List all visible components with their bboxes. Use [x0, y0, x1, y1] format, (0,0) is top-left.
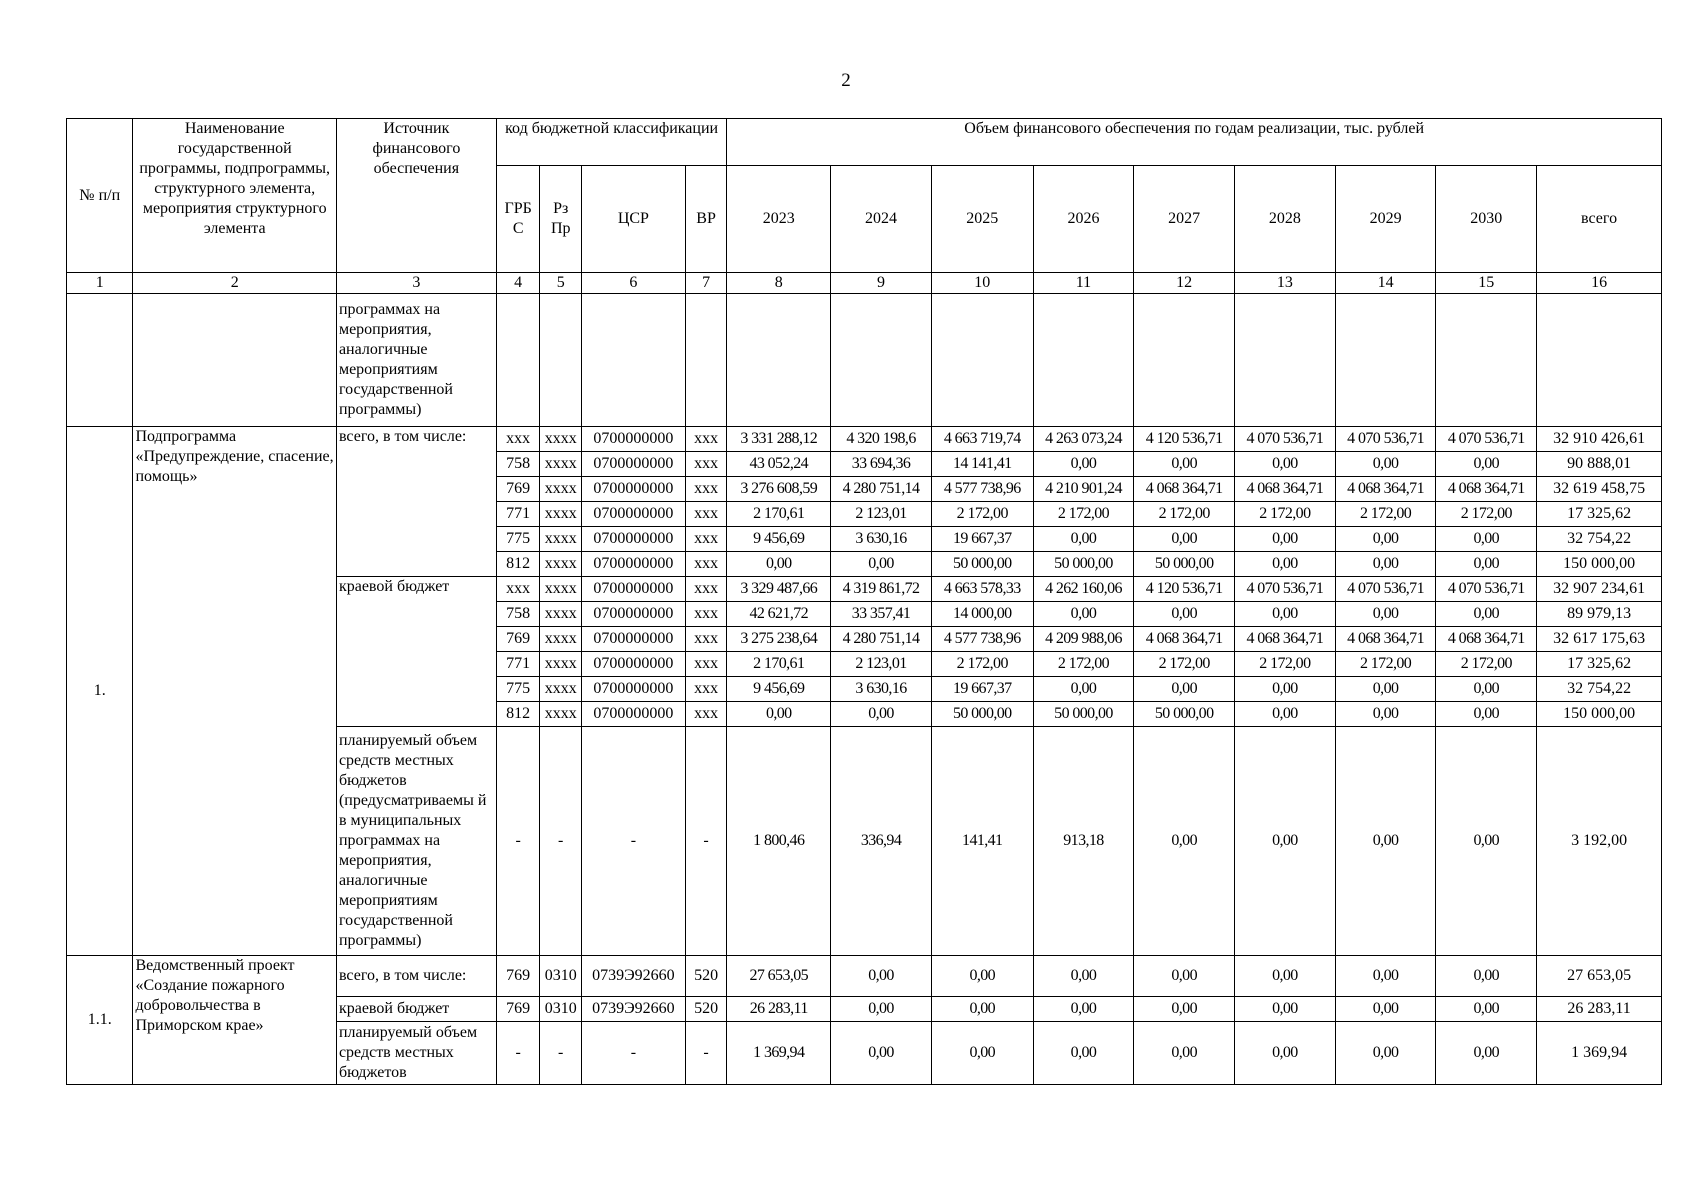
value-2023: 3 275 238,64 [727, 627, 831, 652]
header-year: 2030 [1436, 166, 1537, 273]
table-row [67, 427, 1662, 452]
value-total: 150 000,00 [1537, 552, 1662, 577]
value-2027: 2 172,00 [1134, 502, 1235, 527]
value-2026: 0,00 [1033, 452, 1134, 477]
value-2024: 4 319 861,72 [831, 577, 932, 602]
column-number: 7 [685, 273, 727, 294]
value-2028: 0,00 [1235, 452, 1336, 477]
csr-cell: - [581, 727, 685, 956]
value-2028: 0,00 [1235, 1022, 1336, 1085]
value-2024: 33 357,41 [831, 602, 932, 627]
value-2029: 0,00 [1335, 956, 1436, 997]
project-block [67, 956, 1662, 1085]
value-2027: 0,00 [1134, 677, 1235, 702]
value-total: 27 653,05 [1537, 956, 1662, 997]
budget-table [66, 118, 1662, 1085]
vr-cell: xxx [685, 602, 727, 627]
header-vr: ВР [685, 166, 727, 273]
value-2030: 0,00 [1436, 552, 1537, 577]
header-year: 2027 [1134, 166, 1235, 273]
value-2025: 19 667,37 [931, 527, 1033, 552]
column-number: 9 [831, 273, 932, 294]
value-2024: 3 630,16 [831, 677, 932, 702]
value-total: 3 192,00 [1537, 727, 1662, 956]
table-header [67, 119, 1662, 294]
value-2023: 2 170,61 [727, 652, 831, 677]
source-cell: краевой бюджет [336, 577, 496, 727]
value-2027: 0,00 [1134, 527, 1235, 552]
value-2025: 4 577 738,96 [931, 477, 1033, 502]
grbs-cell: xxx [496, 427, 540, 452]
value-2026: 50 000,00 [1033, 702, 1134, 727]
value-2027: 4 068 364,71 [1134, 477, 1235, 502]
column-number: 1 [67, 273, 133, 294]
source-cell: планируемый объем средств местных бюджетов (предусматриваемы й в муниципальных программах на мероприятия, аналогичные мероприятиям государственной программы) [336, 727, 496, 956]
column-number: 11 [1033, 273, 1134, 294]
cell [1537, 294, 1662, 427]
cell [831, 294, 932, 427]
rzpr-cell: xxxx [540, 552, 582, 577]
value-2026: 4 263 073,24 [1033, 427, 1134, 452]
source-cell: всего, в том числе: [336, 956, 496, 997]
csr-cell: 0739Э92660 [581, 956, 685, 997]
cell [540, 294, 582, 427]
value-2026: 2 172,00 [1033, 502, 1134, 527]
value-2026: 2 172,00 [1033, 652, 1134, 677]
value-2027: 4 068 364,71 [1134, 627, 1235, 652]
value-2028: 0,00 [1235, 677, 1336, 702]
rzpr-cell: xxxx [540, 627, 582, 652]
cell [1033, 294, 1134, 427]
value-2027: 0,00 [1134, 602, 1235, 627]
value-2029: 0,00 [1335, 1022, 1436, 1085]
cell [1235, 294, 1336, 427]
value-2024: 0,00 [831, 1022, 932, 1085]
value-2027: 0,00 [1134, 1022, 1235, 1085]
value-2028: 2 172,00 [1235, 502, 1336, 527]
rzpr-cell: xxxx [540, 577, 582, 602]
rzpr-cell: xxxx [540, 452, 582, 477]
value-total: 89 979,13 [1537, 602, 1662, 627]
value-2029: 0,00 [1335, 997, 1436, 1022]
value-2026: 4 210 901,24 [1033, 477, 1134, 502]
value-2026: 0,00 [1033, 677, 1134, 702]
csr-cell: - [581, 1022, 685, 1085]
value-2025: 14 000,00 [931, 602, 1033, 627]
value-2024: 0,00 [831, 997, 932, 1022]
value-2026: 4 262 160,06 [1033, 577, 1134, 602]
csr-cell: 0700000000 [581, 577, 685, 602]
value-total: 90 888,01 [1537, 452, 1662, 477]
value-total: 32 754,22 [1537, 527, 1662, 552]
value-total: 150 000,00 [1537, 702, 1662, 727]
rzpr-cell: xxxx [540, 477, 582, 502]
rzpr-cell: xxxx [540, 502, 582, 527]
value-2024: 4 280 751,14 [831, 477, 932, 502]
column-number: 14 [1335, 273, 1436, 294]
grbs-cell: 758 [496, 602, 540, 627]
value-2029: 0,00 [1335, 602, 1436, 627]
vr-cell: 520 [685, 997, 727, 1022]
grbs-cell: 775 [496, 677, 540, 702]
value-2023: 27 653,05 [727, 956, 831, 997]
header-volume: Объем финансового обеспечения по годам реализации, тыс. рублей [727, 119, 1662, 166]
value-2026: 0,00 [1033, 956, 1134, 997]
value-2026: 0,00 [1033, 1022, 1134, 1085]
cell [67, 294, 133, 427]
value-2030: 0,00 [1436, 956, 1537, 997]
value-2025: 2 172,00 [931, 652, 1033, 677]
value-2024: 4 320 198,6 [831, 427, 932, 452]
value-2024: 0,00 [831, 956, 932, 997]
value-2026: 913,18 [1033, 727, 1134, 956]
header-total: всего [1537, 166, 1662, 273]
column-number: 4 [496, 273, 540, 294]
csr-cell: 0700000000 [581, 677, 685, 702]
column-number: 2 [133, 273, 337, 294]
header-no: № п/п [67, 119, 133, 273]
header-year: 2028 [1235, 166, 1336, 273]
value-2024: 0,00 [831, 702, 932, 727]
value-2027: 50 000,00 [1134, 552, 1235, 577]
value-2029: 0,00 [1335, 702, 1436, 727]
grbs-cell: 771 [496, 502, 540, 527]
csr-cell: 0700000000 [581, 527, 685, 552]
cell [581, 294, 685, 427]
value-2023: 0,00 [727, 702, 831, 727]
value-2026: 4 209 988,06 [1033, 627, 1134, 652]
value-2024: 0,00 [831, 552, 932, 577]
value-2030: 0,00 [1436, 702, 1537, 727]
csr-cell: 0700000000 [581, 652, 685, 677]
source-cell: всего, в том числе: [336, 427, 496, 577]
subprogram-block [67, 427, 1662, 956]
value-total: 32 907 234,61 [1537, 577, 1662, 602]
value-2028: 4 068 364,71 [1235, 627, 1336, 652]
value-2024: 4 280 751,14 [831, 627, 932, 652]
value-2030: 0,00 [1436, 677, 1537, 702]
value-2029: 2 172,00 [1335, 652, 1436, 677]
value-2027: 0,00 [1134, 956, 1235, 997]
value-total: 32 910 426,61 [1537, 427, 1662, 452]
table-body [67, 294, 1662, 427]
csr-cell: 0700000000 [581, 477, 685, 502]
value-2030: 4 068 364,71 [1436, 627, 1537, 652]
grbs-cell: 771 [496, 652, 540, 677]
vr-cell: xxx [685, 527, 727, 552]
value-2025: 4 663 719,74 [931, 427, 1033, 452]
rzpr-cell: xxxx [540, 652, 582, 677]
csr-cell: 0700000000 [581, 427, 685, 452]
value-2023: 0,00 [727, 552, 831, 577]
value-total: 1 369,94 [1537, 1022, 1662, 1085]
value-2024: 2 123,01 [831, 502, 932, 527]
value-2028: 0,00 [1235, 527, 1336, 552]
rzpr-cell: 0310 [540, 956, 582, 997]
cell [1134, 294, 1235, 427]
value-2025: 50 000,00 [931, 702, 1033, 727]
value-2030: 0,00 [1436, 452, 1537, 477]
value-2023: 3 329 487,66 [727, 577, 831, 602]
value-2029: 0,00 [1335, 552, 1436, 577]
value-2027: 4 120 536,71 [1134, 427, 1235, 452]
csr-cell: 0739Э92660 [581, 997, 685, 1022]
value-2028: 0,00 [1235, 727, 1336, 956]
column-number: 8 [727, 273, 831, 294]
value-2029: 0,00 [1335, 527, 1436, 552]
cell [727, 294, 831, 427]
header-source: Источник финансового обеспечения [336, 119, 496, 273]
value-2023: 2 170,61 [727, 502, 831, 527]
page-number: 2 [841, 70, 851, 91]
value-total: 32 617 175,63 [1537, 627, 1662, 652]
value-2028: 0,00 [1235, 956, 1336, 997]
value-2030: 0,00 [1436, 727, 1537, 956]
value-2025: 50 000,00 [931, 552, 1033, 577]
vr-cell: xxx [685, 552, 727, 577]
csr-cell: 0700000000 [581, 552, 685, 577]
grbs-cell: 812 [496, 702, 540, 727]
vr-cell: xxx [685, 502, 727, 527]
value-2030: 4 070 536,71 [1436, 427, 1537, 452]
column-number: 5 [540, 273, 582, 294]
grbs-cell: 769 [496, 627, 540, 652]
csr-cell: 0700000000 [581, 452, 685, 477]
value-2029: 0,00 [1335, 677, 1436, 702]
value-2030: 2 172,00 [1436, 502, 1537, 527]
value-2030: 4 070 536,71 [1436, 577, 1537, 602]
rzpr-cell: - [540, 727, 582, 956]
value-2025: 2 172,00 [931, 502, 1033, 527]
cell [685, 294, 727, 427]
grbs-cell: 769 [496, 997, 540, 1022]
value-2028: 0,00 [1235, 997, 1336, 1022]
value-total: 17 325,62 [1537, 502, 1662, 527]
value-2023: 3 276 608,59 [727, 477, 831, 502]
grbs-cell: 769 [496, 477, 540, 502]
vr-cell: xxx [685, 677, 727, 702]
value-2025: 141,41 [931, 727, 1033, 956]
value-2024: 33 694,36 [831, 452, 932, 477]
value-2030: 4 068 364,71 [1436, 477, 1537, 502]
header-name: Наименование государственной программы, подпрограммы, структурного элемента, мероприятия структурного элемента [133, 119, 337, 273]
vr-cell: xxx [685, 577, 727, 602]
value-2024: 336,94 [831, 727, 932, 956]
rzpr-cell: xxxx [540, 602, 582, 627]
vr-cell: xxx [685, 452, 727, 477]
value-2027: 50 000,00 [1134, 702, 1235, 727]
value-2026: 0,00 [1033, 602, 1134, 627]
table-row [67, 294, 1662, 427]
cell [1436, 294, 1537, 427]
rzpr-cell: 0310 [540, 997, 582, 1022]
header-grbs: ГРБ С [496, 166, 540, 273]
column-number: 13 [1235, 273, 1336, 294]
header-year: 2023 [727, 166, 831, 273]
value-2028: 4 070 536,71 [1235, 577, 1336, 602]
column-number: 16 [1537, 273, 1662, 294]
value-2023: 1 369,94 [727, 1022, 831, 1085]
grbs-cell: 758 [496, 452, 540, 477]
value-2023: 42 621,72 [727, 602, 831, 627]
value-2025: 4 663 578,33 [931, 577, 1033, 602]
value-total: 32 619 458,75 [1537, 477, 1662, 502]
value-2026: 0,00 [1033, 527, 1134, 552]
rzpr-cell: xxxx [540, 702, 582, 727]
value-2028: 0,00 [1235, 602, 1336, 627]
table-row [67, 956, 1662, 997]
vr-cell: - [685, 1022, 727, 1085]
value-2029: 2 172,00 [1335, 502, 1436, 527]
value-2029: 4 068 364,71 [1335, 477, 1436, 502]
value-2027: 2 172,00 [1134, 652, 1235, 677]
value-2028: 2 172,00 [1235, 652, 1336, 677]
cell [931, 294, 1033, 427]
source-cell: краевой бюджет [336, 997, 496, 1022]
row-number: 1. [67, 427, 133, 956]
source-cell: программах на мероприятия, аналогичные мероприятиям государственной программы) [336, 294, 496, 427]
value-2025: 0,00 [931, 1022, 1033, 1085]
source-cell: планируемый объем средств местных бюджетов [336, 1022, 496, 1085]
column-number: 3 [336, 273, 496, 294]
value-total: 32 754,22 [1537, 677, 1662, 702]
header-rzpr: Рз Пр [540, 166, 582, 273]
column-number: 6 [581, 273, 685, 294]
value-2027: 0,00 [1134, 452, 1235, 477]
csr-cell: 0700000000 [581, 602, 685, 627]
vr-cell: xxx [685, 427, 727, 452]
value-2023: 9 456,69 [727, 527, 831, 552]
vr-cell: - [685, 727, 727, 956]
item-name: Подпрограмма «Предупреждение, спасение, помощь» [133, 427, 337, 956]
rzpr-cell: - [540, 1022, 582, 1085]
value-2029: 4 068 364,71 [1335, 627, 1436, 652]
grbs-cell: 812 [496, 552, 540, 577]
value-2029: 0,00 [1335, 452, 1436, 477]
value-2028: 4 070 536,71 [1235, 427, 1336, 452]
value-2029: 4 070 536,71 [1335, 427, 1436, 452]
grbs-cell: xxx [496, 577, 540, 602]
value-2026: 50 000,00 [1033, 552, 1134, 577]
value-2023: 1 800,46 [727, 727, 831, 956]
vr-cell: xxx [685, 627, 727, 652]
column-number: 15 [1436, 273, 1537, 294]
value-2027: 0,00 [1134, 997, 1235, 1022]
value-2027: 0,00 [1134, 727, 1235, 956]
column-number-row [67, 273, 1662, 294]
value-total: 17 325,62 [1537, 652, 1662, 677]
rzpr-cell: xxxx [540, 677, 582, 702]
grbs-cell: - [496, 727, 540, 956]
value-2024: 3 630,16 [831, 527, 932, 552]
row-number: 1.1. [67, 956, 133, 1085]
cell [496, 294, 540, 427]
header-year: 2025 [931, 166, 1033, 273]
value-2028: 0,00 [1235, 552, 1336, 577]
value-2024: 2 123,01 [831, 652, 932, 677]
value-2028: 4 068 364,71 [1235, 477, 1336, 502]
value-2023: 9 456,69 [727, 677, 831, 702]
csr-cell: 0700000000 [581, 502, 685, 527]
cell [1335, 294, 1436, 427]
column-number: 10 [931, 273, 1033, 294]
header-year: 2024 [831, 166, 932, 273]
vr-cell: xxx [685, 477, 727, 502]
column-number: 12 [1134, 273, 1235, 294]
header-csr: ЦСР [581, 166, 685, 273]
value-2030: 0,00 [1436, 602, 1537, 627]
value-2026: 0,00 [1033, 997, 1134, 1022]
header-budget-code: код бюджетной классификации [496, 119, 727, 166]
value-2029: 4 070 536,71 [1335, 577, 1436, 602]
value-2030: 2 172,00 [1436, 652, 1537, 677]
value-2025: 14 141,41 [931, 452, 1033, 477]
grbs-cell: 769 [496, 956, 540, 997]
value-2023: 43 052,24 [727, 452, 831, 477]
value-2030: 0,00 [1436, 997, 1537, 1022]
value-2027: 4 120 536,71 [1134, 577, 1235, 602]
grbs-cell: 775 [496, 527, 540, 552]
value-2025: 19 667,37 [931, 677, 1033, 702]
grbs-cell: - [496, 1022, 540, 1085]
cell [133, 294, 337, 427]
rzpr-cell: xxxx [540, 427, 582, 452]
header-year: 2026 [1033, 166, 1134, 273]
item-name: Ведомственный проект «Создание пожарного добровольчества в Приморском крае» [133, 956, 337, 1085]
value-2029: 0,00 [1335, 727, 1436, 956]
csr-cell: 0700000000 [581, 702, 685, 727]
vr-cell: xxx [685, 652, 727, 677]
value-2030: 0,00 [1436, 527, 1537, 552]
value-2025: 0,00 [931, 997, 1033, 1022]
value-2028: 0,00 [1235, 702, 1336, 727]
value-2025: 4 577 738,96 [931, 627, 1033, 652]
vr-cell: xxx [685, 702, 727, 727]
value-2025: 0,00 [931, 956, 1033, 997]
rzpr-cell: xxxx [540, 527, 582, 552]
vr-cell: 520 [685, 956, 727, 997]
value-2023: 3 331 288,12 [727, 427, 831, 452]
value-2023: 26 283,11 [727, 997, 831, 1022]
csr-cell: 0700000000 [581, 627, 685, 652]
value-total: 26 283,11 [1537, 997, 1662, 1022]
value-2030: 0,00 [1436, 1022, 1537, 1085]
header-year: 2029 [1335, 166, 1436, 273]
